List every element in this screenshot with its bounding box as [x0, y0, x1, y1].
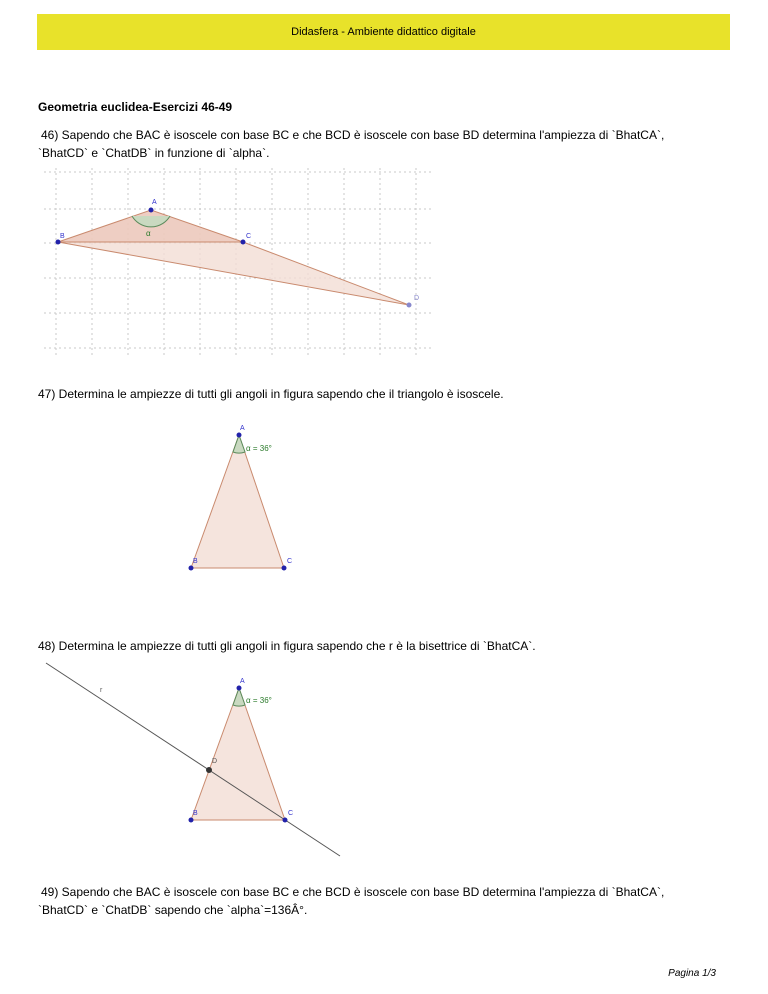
label-c: C: [287, 558, 293, 565]
point-c: [283, 818, 288, 823]
figure-46: [40, 168, 432, 356]
exercise-47-line1: 47) Determina le ampiezze di tutti gli angoli in figura sapendo che il triangolo è isoscele.: [38, 387, 504, 401]
page-number: Pagina 1/3: [668, 968, 716, 979]
exercise-46-line1: 46) Sapendo che BAC è isoscele con base BC e che BCD è isoscele con base BD determina l'ampiezza di `BhatCA`,: [41, 128, 665, 142]
label-b: B: [60, 233, 65, 240]
exercise-46-line2: `BhatCD` e `ChatDB` in funzione di `alpha`.: [38, 146, 270, 160]
exercise-49-text: [38, 883, 738, 919]
point-a: [237, 433, 242, 438]
label-d: D: [414, 295, 420, 302]
figure-48: [40, 656, 350, 861]
isosceles-triangle: [191, 435, 284, 568]
exercise-49-line1: 49) Sapendo che BAC è isoscele con base BC e che BCD è isoscele con base BD determina l'ampiezza di `BhatCA`,: [41, 885, 665, 899]
angle-alpha-arc: [233, 435, 245, 453]
point-a: [237, 686, 242, 691]
angle-alpha-label: α: [146, 229, 151, 238]
bisector-line-r: [46, 663, 340, 856]
label-b: B: [193, 810, 198, 817]
angle-alpha-label: α = 36°: [246, 696, 272, 705]
label-c: C: [288, 810, 294, 817]
angle-alpha-label: α = 36°: [246, 444, 272, 453]
figure-47: [180, 420, 310, 580]
triangle-bcd: [58, 242, 409, 305]
label-b: B: [193, 558, 198, 565]
point-b: [56, 240, 61, 245]
exercise-47-text: [38, 385, 738, 403]
document-title: Geometria euclidea-Esercizi 46-49: [38, 100, 233, 114]
label-a: A: [240, 678, 245, 685]
exercise-48-text: [38, 637, 738, 655]
exercise-49-line2: `BhatCD` e `ChatDB` sapendo che `alpha`=136Â°.: [38, 903, 308, 917]
point-d: [206, 767, 212, 773]
point-c: [241, 240, 246, 245]
header-bar: [37, 14, 730, 50]
point-b: [189, 566, 194, 571]
angle-alpha-arc: [233, 688, 245, 706]
isosceles-triangle: [191, 688, 285, 820]
point-a: [149, 208, 154, 213]
point-d: [407, 303, 412, 308]
point-b: [189, 818, 194, 823]
exercise-46-text: [38, 126, 738, 162]
header-title: Didasfera - Ambiente didattico digitale: [291, 26, 476, 38]
label-c: C: [246, 233, 252, 240]
label-r: r: [100, 687, 103, 694]
label-a: A: [152, 199, 157, 206]
point-c: [282, 566, 287, 571]
label-d: D: [212, 758, 218, 765]
label-a: A: [240, 425, 245, 432]
exercise-48-line1: 48) Determina le ampiezze di tutti gli angoli in figura sapendo che r è la bisettrice di `BhatCA`.: [38, 639, 536, 653]
